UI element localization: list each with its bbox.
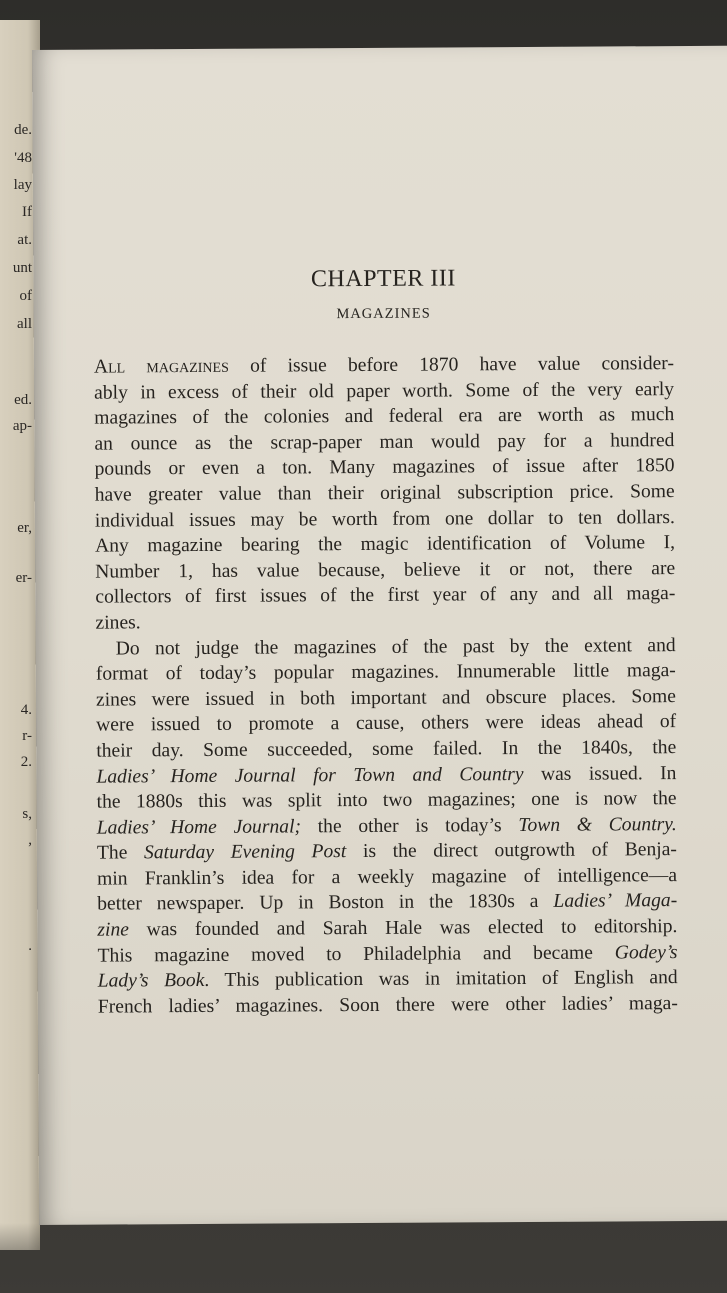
line-text: was founded and Sarah Hale was elected to editorship. [128, 916, 678, 941]
chapter-title: CHAPTER III [310, 265, 456, 293]
text-line [98, 965, 678, 994]
fragment: er, [17, 520, 32, 536]
text-line: an ounce as the scrap-paper man would pay for a hundred [94, 429, 675, 455]
fragment: of [19, 288, 32, 304]
line-text: . This publication was in imitation of English and [204, 967, 678, 992]
text-line [97, 889, 677, 918]
text-line [97, 940, 677, 969]
text-line: zines were issued in both important and obscure places. Some [95, 685, 677, 711]
text-line: were issued to promote a cause, others were ideas ahead of [96, 711, 677, 736]
fragment: '48 [14, 150, 32, 166]
text-line: Number 1, has value because, believe it or not, there are [95, 557, 676, 583]
fragment: . [28, 938, 32, 954]
fragment: ed. [14, 392, 32, 408]
fragment: er- [15, 570, 32, 586]
italic-title: Lady’s Book [97, 970, 205, 992]
italic-title: Ladies’ Home Journal for Town and Country [96, 763, 524, 788]
line-text: The [96, 842, 145, 864]
fragment: de. [14, 122, 32, 138]
text-line: ably in excess of their old paper worth. Some of the very early [94, 378, 675, 404]
italic-title: zine [97, 919, 130, 941]
line-text: the other is today’s [300, 814, 519, 838]
italic-title: Ladies’ Maga- [553, 890, 678, 913]
fragment: unt [12, 260, 32, 276]
line-text: was issued. In [523, 762, 677, 785]
lead-in-small-caps: All magazines [93, 355, 229, 378]
text-line: pounds or even a ton. Many magazines of issue after 1850 [94, 455, 675, 481]
fragment: ap- [12, 418, 32, 434]
text-line: the 1880s this was split into two magazines; one is now the [96, 788, 677, 813]
chapter-subtitle: MAGAZINES [336, 305, 431, 323]
italic-title: Saturday Evening Post [143, 841, 347, 864]
italic-title: Godey’s [614, 941, 678, 964]
text-line: Any magazine bearing the magic identification of Volume I, [94, 532, 676, 557]
italic-title: Ladies’ Home Journal; [96, 816, 302, 839]
text-line: their day. Some succeeded, some failed. In the 1840s, the [96, 736, 677, 762]
text-line [97, 837, 677, 866]
fragment: If [22, 204, 32, 220]
text-line [96, 761, 676, 790]
text-line: collectors of first issues of the first year of any and all maga- [95, 583, 676, 608]
fragment: r- [22, 728, 32, 744]
text-line: min Franklin’s idea for a weekly magazine of intelligence—a [97, 864, 678, 890]
text-line [94, 351, 674, 380]
table-surface [0, 1223, 727, 1293]
fragment: s, [22, 806, 32, 822]
text-line: magazines of the colonies and federal era are worth as much [94, 404, 675, 429]
line-text: This magazine moved to Philadelphia and became [97, 942, 615, 967]
text-line [97, 812, 677, 841]
book-page [32, 46, 727, 1225]
text-line [97, 914, 677, 943]
fragment: all [17, 316, 32, 332]
text-line: individual issues may be worth from one dollar to ten dollars. [94, 506, 675, 532]
fragment: at. [17, 232, 32, 248]
line-text: is the direct outgrowth of Benja- [346, 839, 677, 863]
page-content [93, 264, 678, 1020]
fragment: 4. [20, 702, 32, 718]
fragment: 2. [20, 754, 32, 770]
line-text: better newspaper. Up in Boston in the 1830s a [97, 891, 554, 916]
italic-title: Town & Country. [518, 813, 677, 836]
fragment: , [28, 832, 32, 848]
text-line: have greater value than their original subscription price. Some [94, 481, 675, 506]
line-text: of issue before 1870 have value consider- [228, 353, 675, 377]
fragment: lay [13, 177, 32, 193]
text-line: French ladies’ magazines. Soon there were other ladies’ maga- [97, 992, 678, 1018]
text-line: zines. [95, 612, 141, 634]
text-line: format of today’s popular magazines. Innumerable little maga- [95, 660, 676, 685]
text-line: Do not judge the magazines of the past by the extent and [115, 634, 676, 660]
body-text [94, 351, 678, 1020]
